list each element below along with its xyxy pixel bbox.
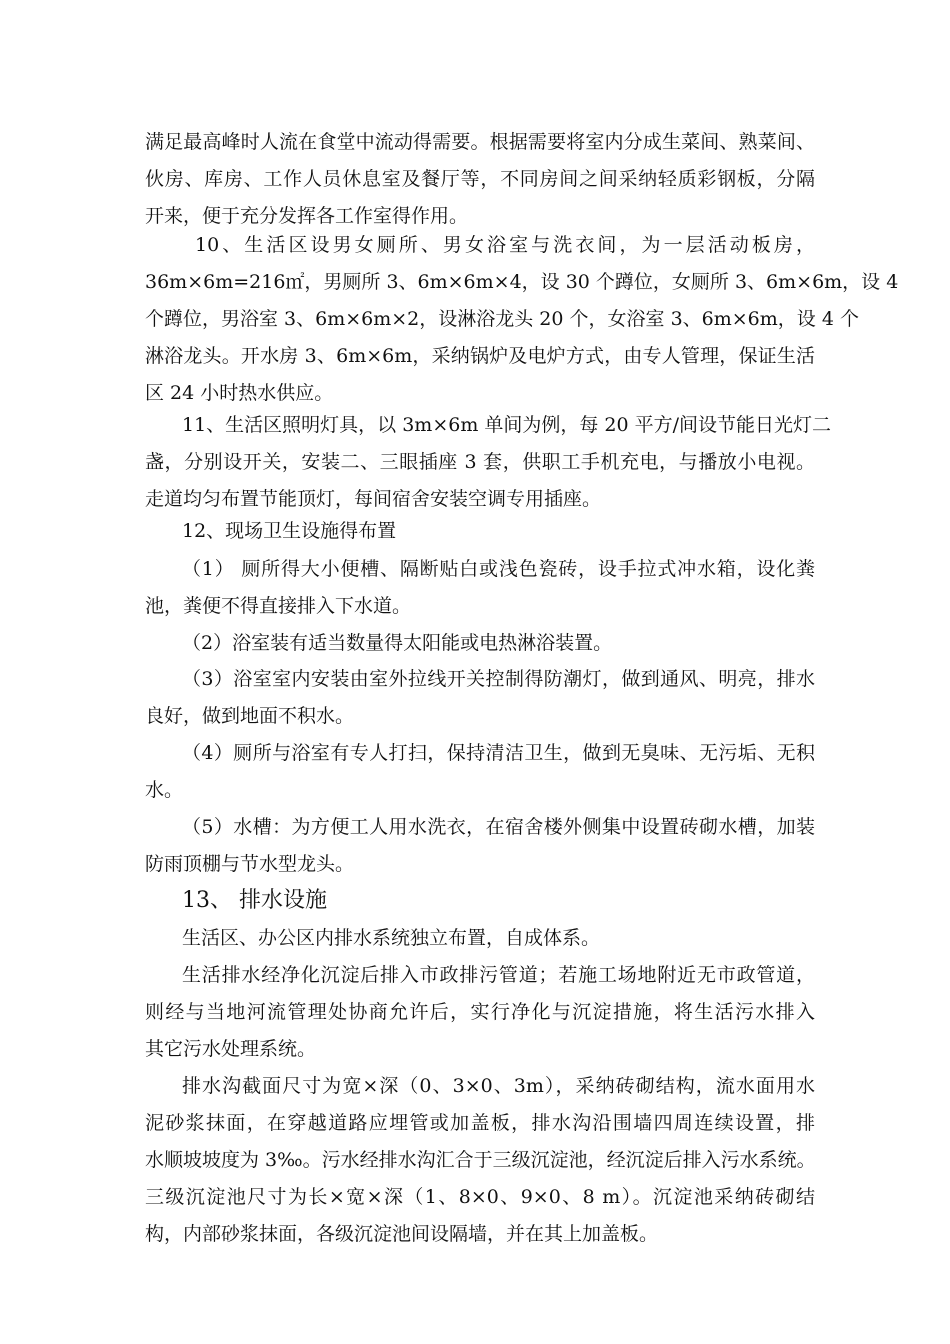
paragraph-line: 满足最高峰时人流在食堂中流动得需要。根据需要将室内分成生菜间、熟菜间、 xyxy=(145,131,815,153)
section-10-line: 10、生活区设男女厕所、男女浴室与洗衣间，为一层活动板房， xyxy=(195,234,815,256)
item-1-line: （1） 厕所得大小便槽、隔断贴白或浅色瓷砖，设手拉式冲水箱，设化粪 xyxy=(182,558,815,580)
paragraph-line: 开来，便于充分发挥各工作室得作用。 xyxy=(145,205,469,227)
item-3-line: 良好，做到地面不积水。 xyxy=(145,705,355,727)
item-1-line: 池，粪便不得直接排入下水道。 xyxy=(145,595,412,617)
item-4-line: 水。 xyxy=(145,779,184,801)
item-3-line: （3）浴室室内安装由室外拉线开关控制得防潮灯，做到通风、明亮，排水 xyxy=(182,668,815,690)
drainage-paragraph-line: 排水沟截面尺寸为宽×深（0、3×0、3m），采纳砖砌结构，流水面用水 xyxy=(182,1075,815,1097)
section-11-line: 走道均匀布置节能顶灯，每间宿舍安装空调专用插座。 xyxy=(145,488,602,510)
drainage-paragraph-line: 构，内部砂浆抹面，各级沉淀池间设隔墙，并在其上加盖板。 xyxy=(145,1223,659,1245)
drainage-paragraph-line: 生活排水经净化沉淀后排入市政排污管道；若施工场地附近无市政管道， xyxy=(182,964,815,986)
section-10-line: 区 24 小时热水供应。 xyxy=(145,382,334,404)
drainage-paragraph-line: 其它污水处理系统。 xyxy=(145,1038,317,1060)
section-10-line: 36m×6m=216㎡，男厕所 3、6m×6m×4，设 30 个蹲位，女厕所 3、6m×6m，设 4 xyxy=(145,271,899,293)
section-10-line: 个蹲位，男浴室 3、6m×6m×2，设淋浴龙头 20 个，女浴室 3、6m×6m，设 4 个 xyxy=(145,308,859,330)
paragraph-line: 伙房、库房、工作人员休息室及餐厅等，不同房间之间采纳轻质彩钢板，分隔 xyxy=(145,168,815,190)
section-10-line: 淋浴龙头。开水房 3、6m×6m，采纳锅炉及电炉方式，由专人管理，保证生活 xyxy=(145,345,815,367)
drainage-paragraph-line: 泥砂浆抹面，在穿越道路应埋管或加盖板，排水沟沿围墙四周连续设置，排 xyxy=(145,1112,815,1134)
drainage-paragraph-line: 则经与当地河流管理处协商允许后，实行净化与沉淀措施，将生活污水排入 xyxy=(145,1001,815,1023)
item-4-line: （4）厕所与浴室有专人打扫，保持清洁卫生，做到无臭味、无污垢、无积 xyxy=(182,742,815,764)
drainage-paragraph-line: 水顺坡坡度为 3‰。污水经排水沟汇合于三级沉淀池，经沉淀后排入污水系统。 xyxy=(145,1149,816,1171)
drainage-paragraph-line: 生活区、办公区内排水系统独立布置，自成体系。 xyxy=(182,927,601,949)
section-13-heading: 13、 排水设施 xyxy=(182,888,327,913)
section-11-line: 11、生活区照明灯具，以 3m×6m 单间为例，每 20 平方/间设节能日光灯二 xyxy=(182,414,832,436)
item-2-line: （2）浴室装有适当数量得太阳能或电热淋浴装置。 xyxy=(182,632,613,654)
section-12-heading: 12、现场卫生设施得布置 xyxy=(182,520,397,542)
drainage-paragraph-line: 三级沉淀池尺寸为长×宽×深（1、8×0、9×0、8 m）。沉淀池采纳砖砌结 xyxy=(145,1186,815,1208)
item-5-line: 防雨顶棚与节水型龙头。 xyxy=(145,853,355,875)
item-5-line: （5）水槽：为方便工人用水洗衣，在宿舍楼外侧集中设置砖砌水槽，加装 xyxy=(182,816,815,838)
section-11-line: 盏，分别设开关，安装二、三眼插座 3 套，供职工手机充电，与播放小电视。 xyxy=(145,451,815,473)
